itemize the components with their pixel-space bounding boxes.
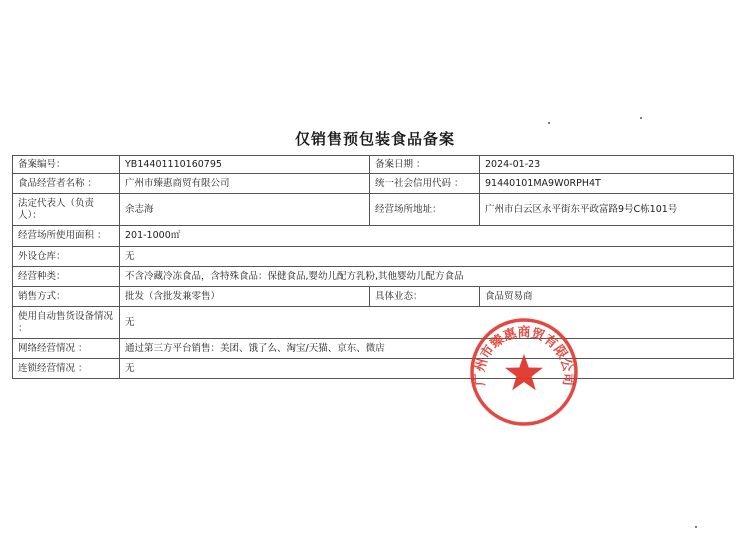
- sales-mode-value: 批发（含批发兼零售）: [120, 287, 370, 307]
- category-label: 经营种类：: [13, 267, 120, 287]
- area-label: 经营场所使用面积 ：: [13, 226, 120, 247]
- record-no-value: YB14401110160795: [120, 156, 370, 174]
- table-row: [13, 247, 734, 267]
- table-row: [13, 156, 734, 174]
- seal-star-icon: [505, 354, 543, 390]
- address-label: 经营场所地址：: [370, 194, 480, 226]
- online-label: 网络经营情况 ：: [13, 339, 120, 359]
- vending-value: 无: [120, 307, 734, 339]
- area-value: 201-1000㎡: [120, 226, 734, 247]
- operator-name-value: 广州市臻惠商贸有限公司: [120, 174, 370, 194]
- address-value: 广州市白云区永平街东平政富路9号C栋101号: [480, 194, 734, 226]
- warehouse-label: 外设仓库：: [13, 247, 120, 267]
- warehouse-value: 无: [120, 247, 734, 267]
- scan-speck: [548, 122, 550, 124]
- seal-text: 广州市臻惠商贸有限公司: [472, 325, 576, 387]
- legal-rep-value: 余志海: [120, 194, 370, 226]
- vending-label: 使用自动售货设备情况 ：: [13, 307, 120, 339]
- credit-code-label: 统一社会信用代码 ：: [370, 174, 480, 194]
- table-row: [13, 339, 734, 359]
- table-row: [13, 226, 734, 247]
- table-row: [13, 287, 734, 307]
- chain-value: 无: [120, 359, 734, 379]
- business-type-value: 食品贸易商: [480, 287, 734, 307]
- table-row: [13, 174, 734, 194]
- table-row: [13, 359, 734, 379]
- chain-label: 连锁经营情况 ：: [13, 359, 120, 379]
- legal-rep-label: 法定代表人（负责人）：: [13, 194, 120, 226]
- operator-name-label: 食品经营者名称 ：: [13, 174, 120, 194]
- record-table: [12, 155, 734, 379]
- business-type-label: 具体业态：: [370, 287, 480, 307]
- category-value: 不含冷藏冷冻食品，含特殊食品：保健食品,婴幼儿配方乳粉,其他婴幼儿配方食品: [120, 267, 734, 287]
- credit-code-value: 91440101MA9W0RPH4T: [480, 174, 734, 194]
- record-date-value: 2024-01-23: [480, 156, 734, 174]
- online-value: 通过第三方平台销售：美团、饿了么、淘宝/天猫、京东、微店: [120, 339, 734, 359]
- table-row: [13, 194, 734, 226]
- scan-speck: [695, 526, 697, 528]
- scan-speck: [640, 117, 642, 119]
- company-seal-stamp: [468, 316, 580, 428]
- sales-mode-label: 销售方式：: [13, 287, 120, 307]
- table-row: [13, 307, 734, 339]
- record-no-label: 备案编号：: [13, 156, 120, 174]
- document-title: 仅销售预包装食品备案: [294, 130, 455, 148]
- table-row: [13, 267, 734, 287]
- record-date-label: 备案日期 ：: [370, 156, 480, 174]
